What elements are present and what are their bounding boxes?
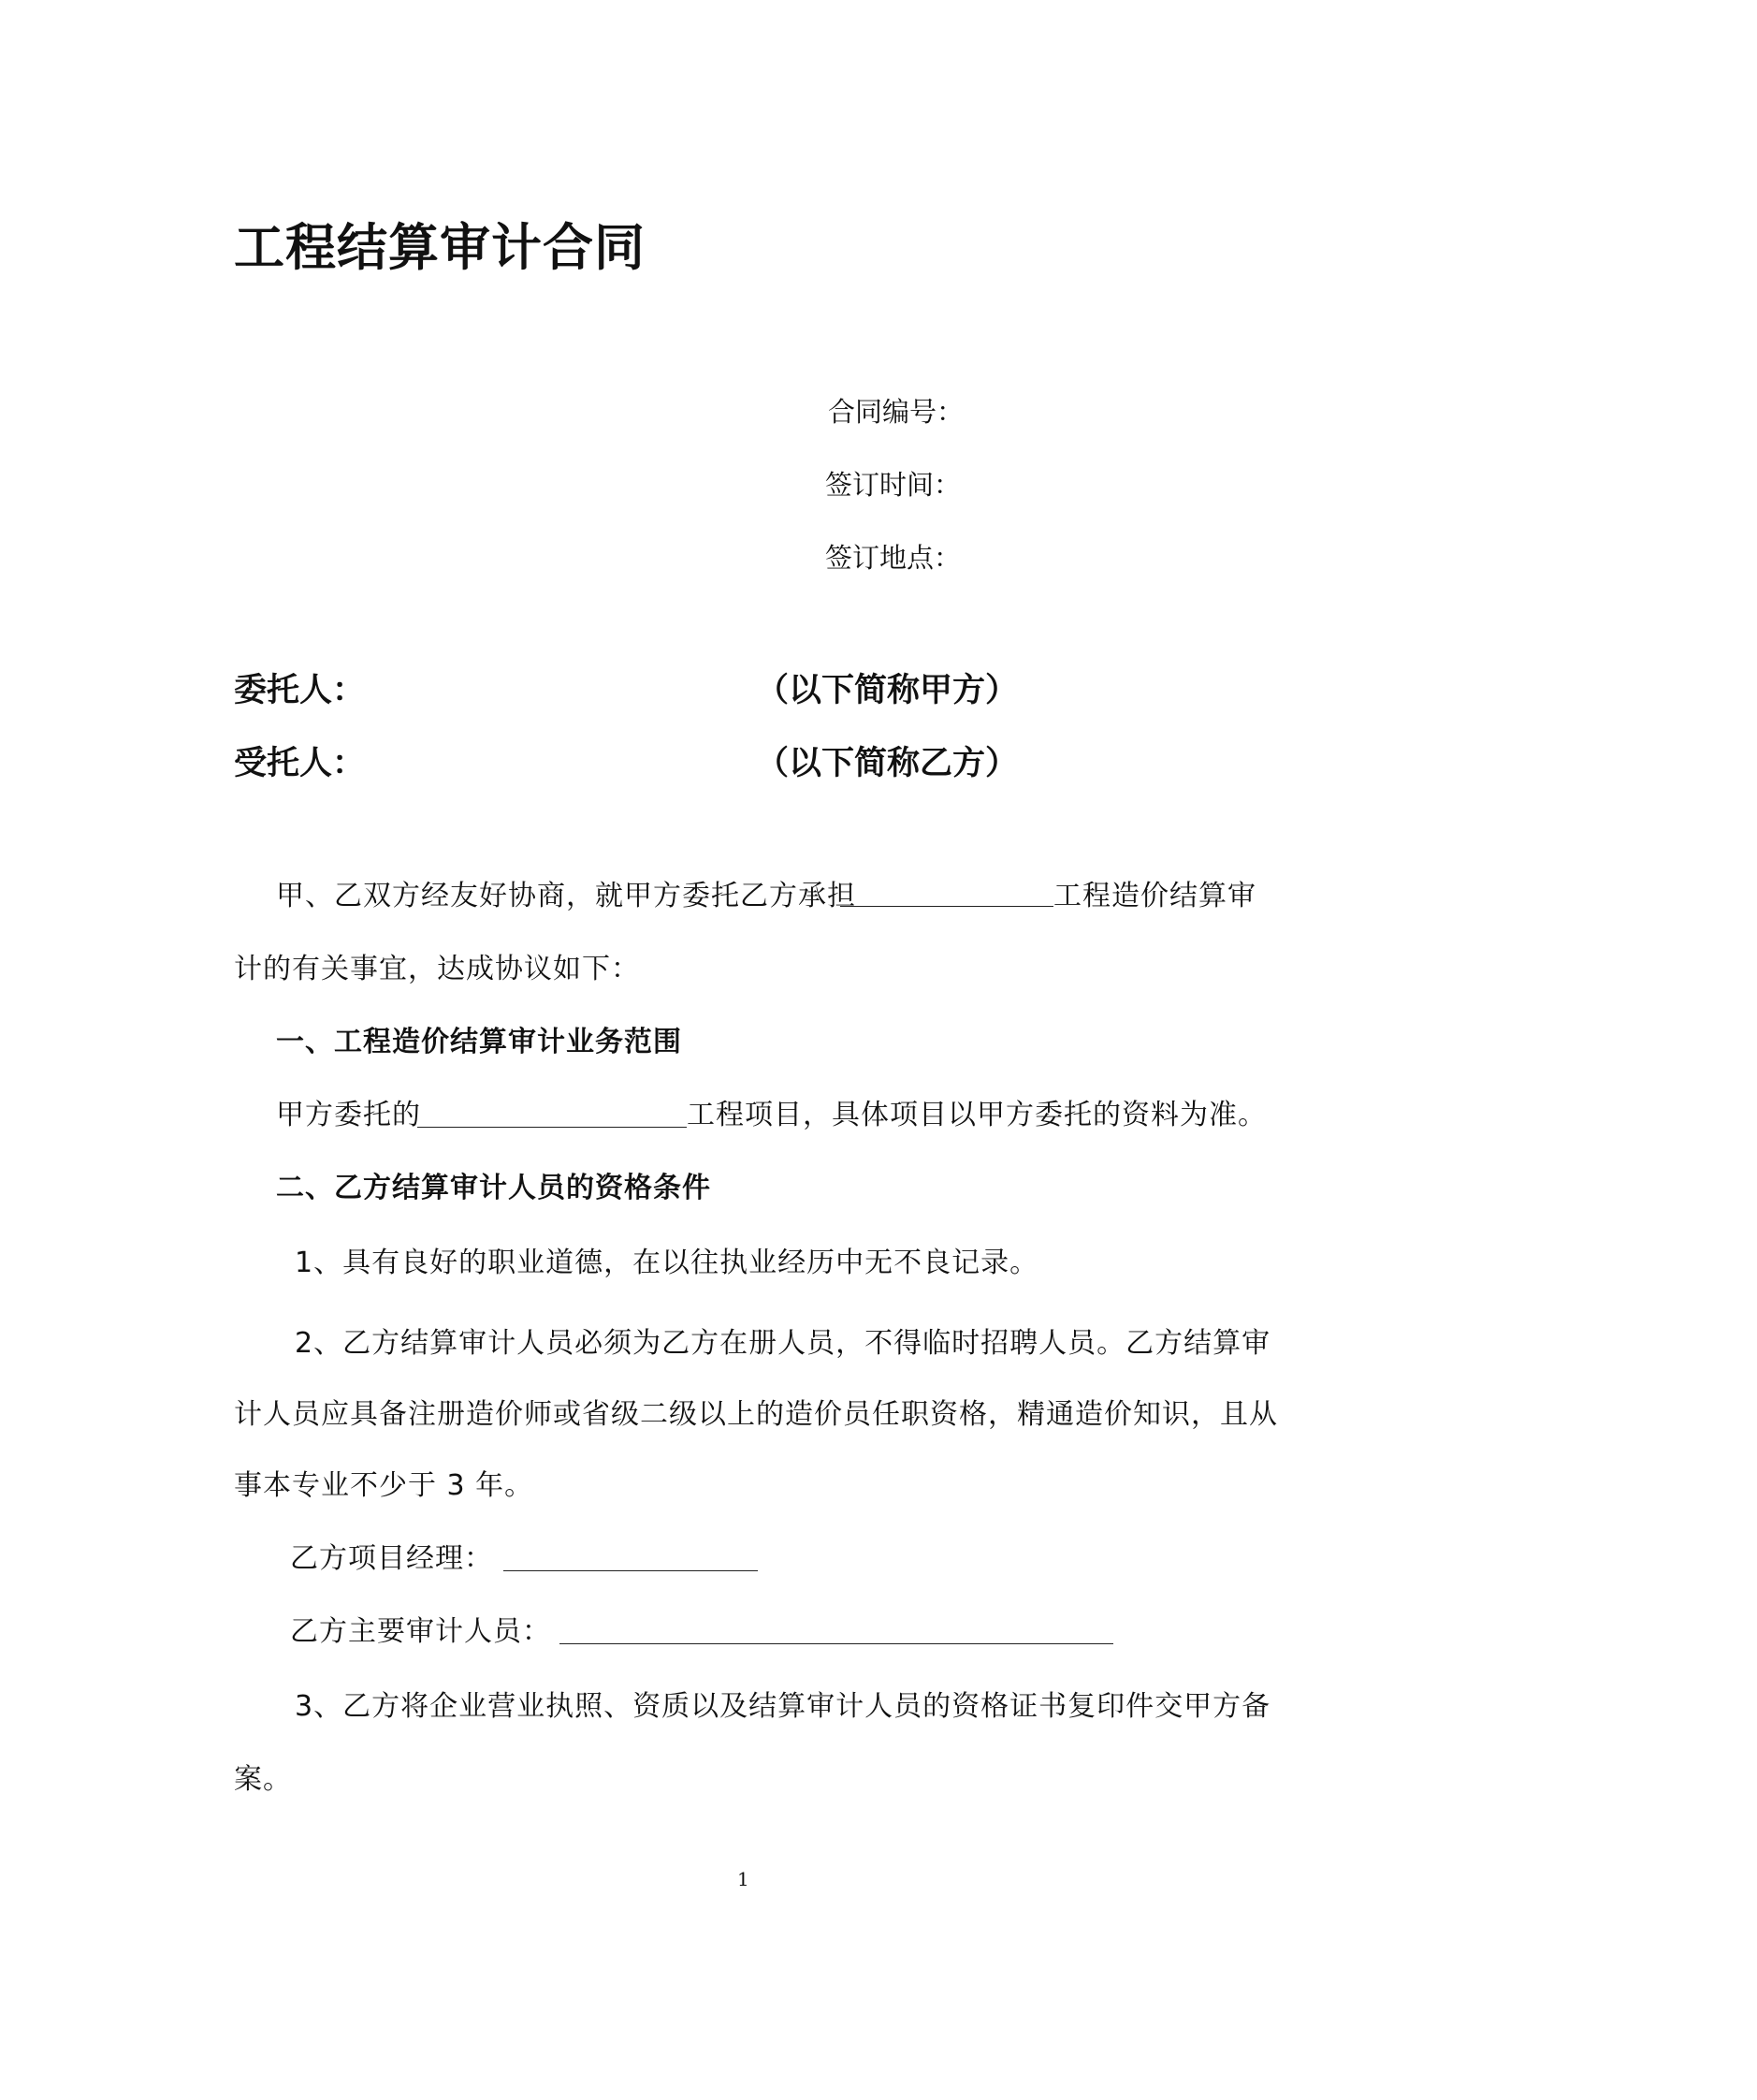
- client-label: 委托人：: [234, 672, 366, 709]
- section1-text-start: 甲方委托的: [276, 1099, 421, 1131]
- document-title: 工程结算审计合同: [234, 218, 646, 277]
- signing-time-label: 签订时间：: [825, 469, 962, 501]
- entrusted-project-blank[interactable]: [417, 1127, 687, 1128]
- trustee-abbreviation: （以下简称乙方）: [756, 745, 1019, 782]
- section1-text-end: 工程项目，具体项目以甲方委托的资料为准。: [687, 1099, 1267, 1131]
- client-abbreviation: （以下简称甲方）: [756, 672, 1019, 709]
- contract-number-label: 合同编号：: [828, 396, 965, 428]
- intro-text-line2: 计的有关事宜，达成协议如下：: [234, 953, 640, 985]
- main-auditors-blank[interactable]: [559, 1643, 1113, 1644]
- section2-item2-line2: 计人员应具备注册造价师或省级二级以上的造价员任职资格，精通造价知识，且从: [234, 1398, 1278, 1431]
- project-name-blank[interactable]: [840, 906, 1053, 907]
- intro-text-start: 甲、乙双方经友好协商，就甲方委托乙方承担: [276, 880, 856, 912]
- project-manager-label: 乙方项目经理：: [290, 1542, 493, 1575]
- section1-heading: 一、工程造价结算审计业务范围: [276, 1026, 682, 1058]
- page-number: 1: [737, 1868, 749, 1890]
- project-manager-blank[interactable]: [503, 1570, 758, 1571]
- section2-item3-line2: 案。: [234, 1763, 292, 1796]
- main-auditors-label: 乙方主要审计人员：: [290, 1615, 551, 1648]
- section2-heading: 二、乙方结算审计人员的资格条件: [276, 1172, 711, 1204]
- intro-text-end: 工程造价结算审: [1053, 880, 1256, 912]
- trustee-label: 受托人：: [234, 745, 366, 782]
- section2-item2-line3: 事本专业不少于 3 年。: [234, 1469, 534, 1502]
- section2-item3-line1: 3、乙方将企业营业执照、资质以及结算审计人员的资格证书复印件交甲方备: [295, 1690, 1271, 1723]
- section2-item1: 1、具有良好的职业道德，在以往执业经历中无不良记录。: [295, 1247, 1039, 1279]
- section2-item2-line1: 2、乙方结算审计人员必须为乙方在册人员，不得临时招聘人员。乙方结算审: [295, 1327, 1271, 1360]
- signing-place-label: 签订地点：: [825, 542, 962, 574]
